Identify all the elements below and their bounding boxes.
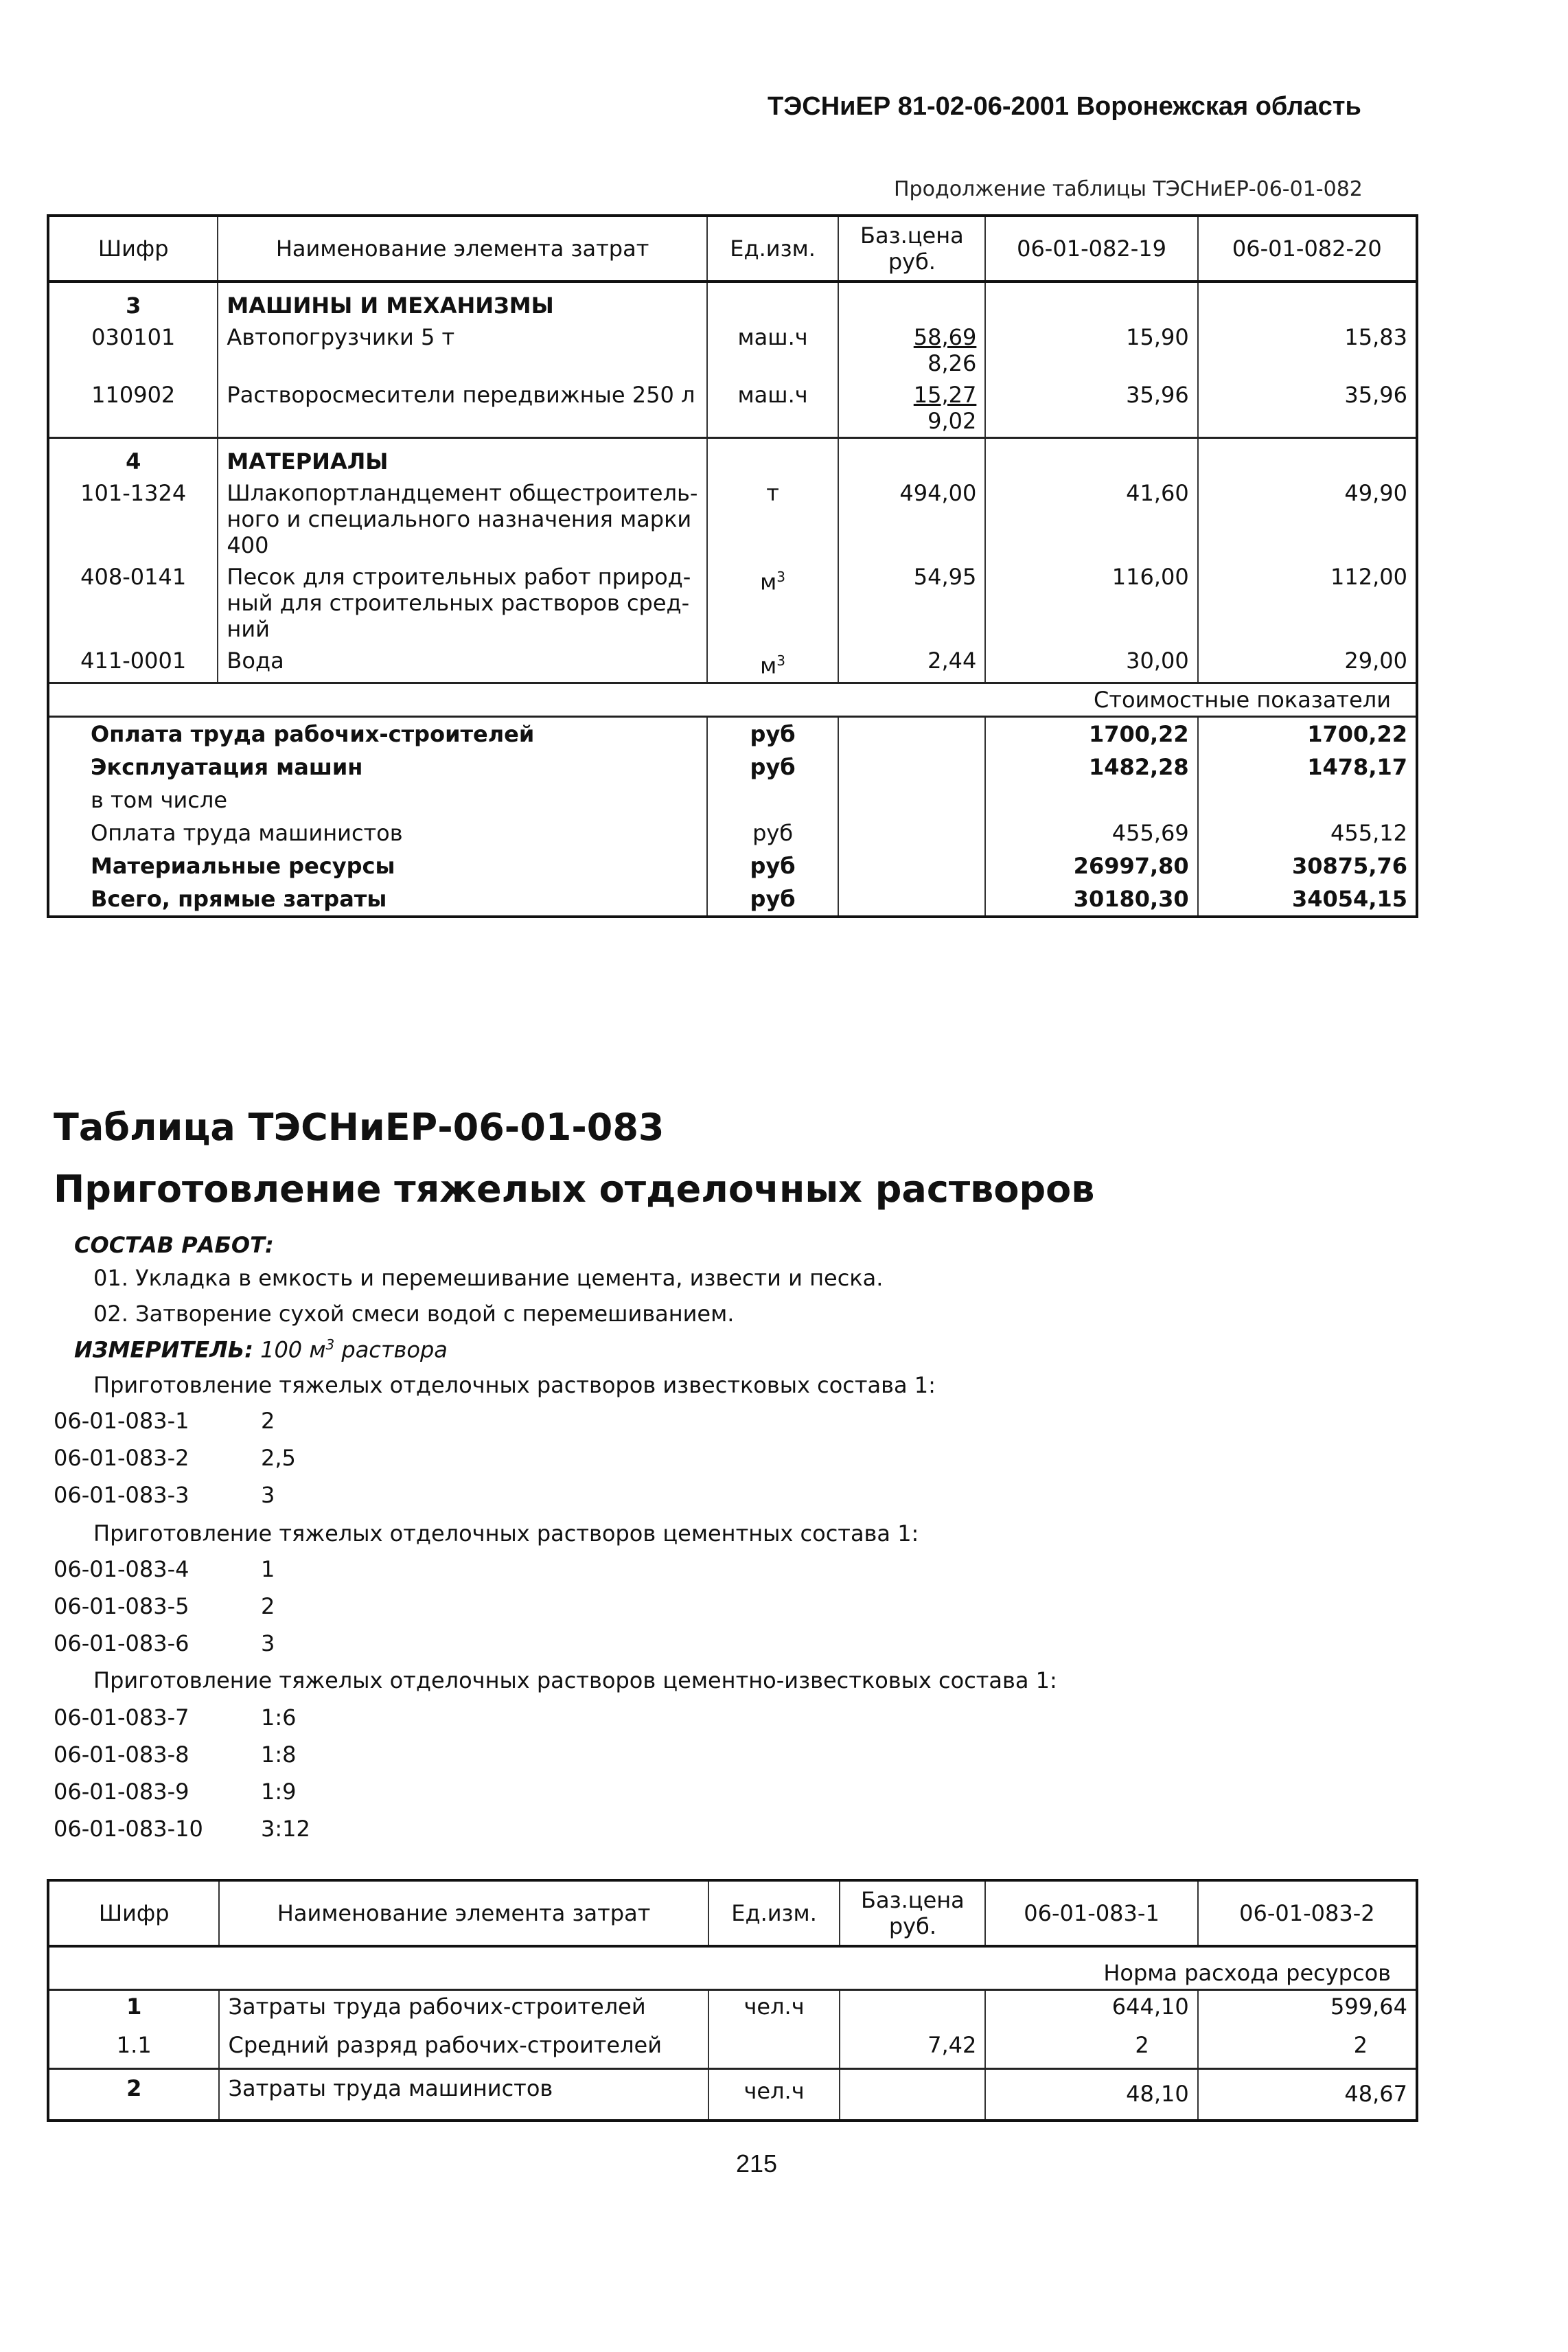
code-item: 06-01-083-3 3: [54, 1482, 275, 1508]
code-item: 06-01-083-9 1:9: [54, 1779, 297, 1805]
table-row: [48, 477, 1417, 561]
group-heading-cement-lime: Приготовление тяжелых отделочных растворов цементно-известковых состава 1:: [93, 1667, 1057, 1693]
cost-value-1: 26997,80: [985, 849, 1197, 882]
cost-label: Оплата труда машинистов: [48, 817, 707, 849]
cost-value-1: 1700,22: [985, 717, 1197, 751]
cost-value-2: 455,12: [1198, 817, 1417, 849]
table-row: [48, 561, 1417, 645]
work-step-2: 02. Затворение сухой смеси водой с перемешиванием.: [93, 1301, 735, 1327]
work-step-1: 01. Укладка в емкость и перемешивание цемента, извести и песка.: [93, 1265, 884, 1291]
resource-table-083: [47, 1879, 1418, 2122]
row-value-1: 48,10: [985, 2069, 1197, 2121]
cost-row: [48, 817, 1417, 849]
code-item: 06-01-083-5 2: [54, 1593, 275, 1619]
row-code: 1: [48, 1990, 219, 2023]
col-header-name: Наименование элемента затрат: [219, 1880, 708, 1946]
cost-unit: руб: [707, 849, 839, 882]
cost-value-1: 1482,28: [985, 751, 1197, 784]
col-header-name: Наименование элемента затрат: [218, 216, 706, 282]
row-unit: $м^3$: [707, 645, 839, 683]
cost-row: [48, 849, 1417, 882]
cost-unit: руб: [707, 751, 839, 784]
row-price: [840, 1990, 985, 2023]
row-price: 7,42: [840, 2022, 985, 2069]
row-code: 030101: [48, 321, 218, 379]
cost-title: Стоимостные показатели: [48, 683, 1417, 717]
row-value-2: 112,00: [1198, 561, 1417, 645]
group-heading-lime: Приготовление тяжелых отделочных растворов известковых состава 1:: [93, 1372, 936, 1398]
code-item: 06-01-083-10 3:12: [54, 1816, 310, 1842]
table-row: [48, 2069, 1417, 2121]
row-value-2: 35,96: [1198, 379, 1417, 438]
table-row: [48, 645, 1417, 683]
cost-unit: руб: [707, 882, 839, 917]
table-row: [48, 1990, 1417, 2023]
section-title: МАТЕРИАЛЫ: [218, 438, 706, 478]
row-value-1: 2: [985, 2022, 1197, 2069]
row-value-1: 41,60: [985, 477, 1197, 561]
resource-table-082: [47, 214, 1418, 918]
page-number: 215: [736, 2149, 778, 2178]
norm-title: Норма расхода ресурсов: [48, 1946, 1417, 1990]
row-name: Шлакопортландцемент общестроитель- ного и специального назначения марки 400: [218, 477, 706, 561]
col-header-v2: 06-01-082-20: [1198, 216, 1417, 282]
row-unit: чел.ч: [708, 1990, 840, 2023]
row-name: Затраты труда рабочих-строителей: [219, 1990, 708, 2023]
row-value-1: 35,96: [985, 379, 1197, 438]
row-name: Затраты труда машинистов: [219, 2069, 708, 2121]
cost-unit: руб: [707, 717, 839, 751]
row-name: Растворосмесители передвижные 250 л: [218, 379, 706, 438]
row-code: 101-1324: [48, 477, 218, 561]
row-value-1: 644,10: [985, 1990, 1197, 2023]
section-title: МАШИНЫ И МЕХАНИЗМЫ: [218, 282, 706, 321]
section-number: 4: [48, 438, 218, 478]
row-unit: [708, 2022, 840, 2069]
cost-label: Оплата труда рабочих-строителей: [48, 717, 707, 751]
col-header-price: Баз.цена руб.: [838, 216, 985, 282]
col-header-unit: Ед.изм.: [707, 216, 839, 282]
row-value-1: 116,00: [985, 561, 1197, 645]
row-unit: чел.ч: [708, 2069, 840, 2121]
row-price: 2,44: [838, 645, 985, 683]
row-unit: маш.ч: [707, 321, 839, 379]
row-price: 494,00: [838, 477, 985, 561]
row-price: [840, 2069, 985, 2121]
meter-line: ИЗМЕРИТЕЛЬ: 100 $м^3$ раствора: [74, 1336, 448, 1363]
row-name: Средний разряд рабочих-строителей: [219, 2022, 708, 2069]
row-code: 2: [48, 2069, 219, 2121]
code-item: 06-01-083-6 3: [54, 1630, 275, 1656]
row-price: 58,69 8,26: [838, 321, 985, 379]
cost-label: в том числе: [48, 784, 707, 817]
col-header-unit: Ед.изм.: [708, 1880, 840, 1946]
col-header-v1: 06-01-082-19: [985, 216, 1197, 282]
table-header-row: [48, 216, 1417, 282]
row-name: Песок для строительных работ природ- ный для строительных растворов сред- ний: [218, 561, 706, 645]
table-header-row: [48, 1880, 1417, 1946]
row-value-1: 15,90: [985, 321, 1197, 379]
col-header-code: Шифр: [48, 216, 218, 282]
row-value-2: 29,00: [1198, 645, 1417, 683]
cost-label: Всего, прямые затраты: [48, 882, 707, 917]
row-name: Вода: [218, 645, 706, 683]
row-price: 15,27 9,02: [838, 379, 985, 438]
row-code: 411-0001: [48, 645, 218, 683]
code-item: 06-01-083-7 1:6: [54, 1704, 297, 1731]
continuation-caption: Продолжение таблицы ТЭСНиЕР-06-01-082: [894, 177, 1363, 201]
row-value-1: 30,00: [985, 645, 1197, 683]
table-title: Таблица ТЭСНиЕР-06-01-083: [54, 1106, 665, 1149]
section-row: [48, 438, 1417, 478]
row-value-2: 2: [1198, 2022, 1417, 2069]
row-name: Автопогрузчики 5 т: [218, 321, 706, 379]
row-price: 54,95: [838, 561, 985, 645]
cost-value-2: 30875,76: [1198, 849, 1417, 882]
row-unit: маш.ч: [707, 379, 839, 438]
table-subtitle: Приготовление тяжелых отделочных растворов: [54, 1167, 1095, 1211]
row-unit: т: [707, 477, 839, 561]
row-code: 1.1: [48, 2022, 219, 2069]
table-row: [48, 321, 1417, 379]
row-value-2: 48,67: [1198, 2069, 1417, 2121]
row-unit: $м^3$: [707, 561, 839, 645]
cost-title-row: [48, 683, 1417, 717]
group-heading-cement: Приготовление тяжелых отделочных растворов цементных состава 1:: [93, 1520, 919, 1546]
cost-row: [48, 784, 1417, 817]
cost-value-2: 1478,17: [1198, 751, 1417, 784]
col-header-price: Баз.цена руб.: [840, 1880, 985, 1946]
row-value-2: 599,64: [1198, 1990, 1417, 2023]
code-item: 06-01-083-8 1:8: [54, 1742, 297, 1768]
norm-title-row: [48, 1946, 1417, 1990]
section-number: 3: [48, 282, 218, 321]
col-header-code: Шифр: [48, 1880, 219, 1946]
section-row: [48, 282, 1417, 321]
table-row: [48, 379, 1417, 438]
cost-value-1: 455,69: [985, 817, 1197, 849]
cost-value-1: 30180,30: [985, 882, 1197, 917]
table-row: [48, 2022, 1417, 2069]
cost-label: Эксплуатация машин: [48, 751, 707, 784]
code-item: 06-01-083-2 2,5: [54, 1445, 296, 1471]
row-code: 110902: [48, 379, 218, 438]
cost-label: Материальные ресурсы: [48, 849, 707, 882]
code-item: 06-01-083-1 2: [54, 1408, 275, 1434]
running-header: ТЭСНиЕР 81-02-06-2001 Воронежская область: [768, 92, 1361, 121]
col-header-v1: 06-01-083-1: [985, 1880, 1197, 1946]
row-value-2: 49,90: [1198, 477, 1417, 561]
cost-row: [48, 717, 1417, 751]
cost-value-2: 34054,15: [1198, 882, 1417, 917]
cost-row: [48, 751, 1417, 784]
row-code: 408-0141: [48, 561, 218, 645]
col-header-v2: 06-01-083-2: [1198, 1880, 1417, 1946]
row-value-2: 15,83: [1198, 321, 1417, 379]
code-item: 06-01-083-4 1: [54, 1556, 275, 1582]
cost-unit: руб: [707, 817, 839, 849]
cost-value-2: 1700,22: [1198, 717, 1417, 751]
cost-row: [48, 882, 1417, 917]
work-composition-label: СОСТАВ РАБОТ:: [74, 1232, 274, 1258]
